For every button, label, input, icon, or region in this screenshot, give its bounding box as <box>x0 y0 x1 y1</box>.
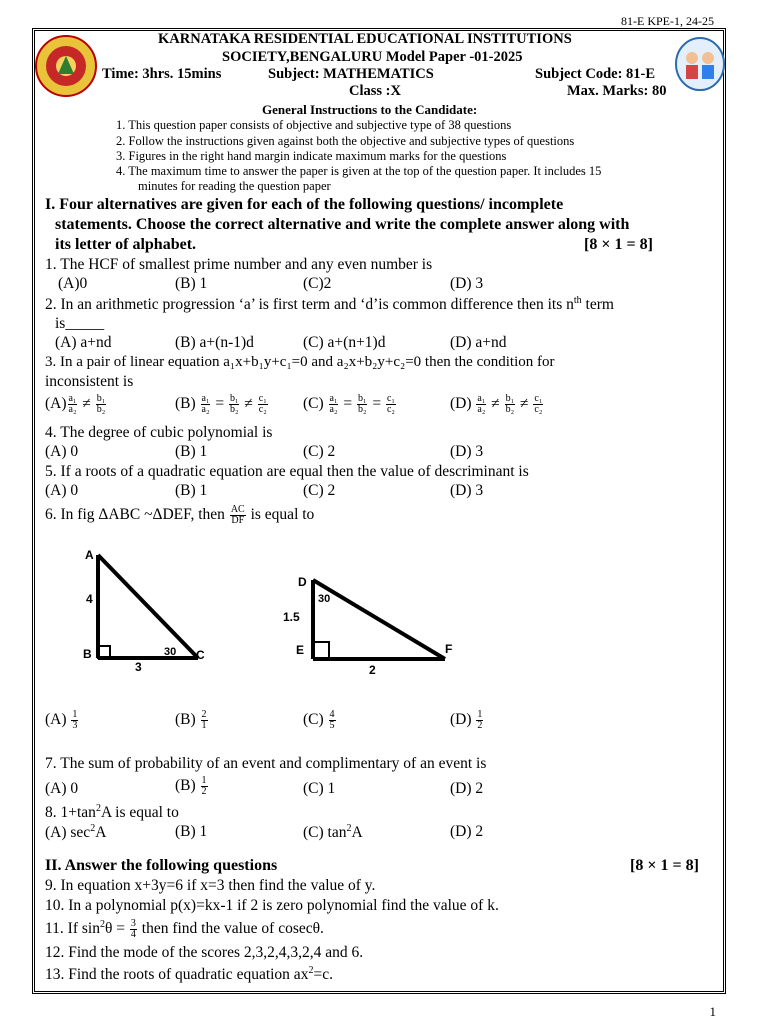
option-a: (A)0 <box>58 275 88 292</box>
header-subject: Subject: MATHEMATICS <box>268 66 434 82</box>
side-bc-label: 3 <box>135 660 142 674</box>
option-b: (B) 1 <box>175 823 208 840</box>
page-number: 1 <box>709 1004 716 1019</box>
question-1: 1. The HCF of smallest prime number and any even number is <box>45 256 433 273</box>
section1-heading: I. Four alternatives are given for each of the following questions/ incomplete <box>45 196 564 213</box>
question-2-continued: is_____ <box>55 315 105 332</box>
option-d: (D) $\frac{1}{2}$ <box>450 709 483 731</box>
question-8: 8. $1+\tan^2A$ is equal to <box>45 803 179 822</box>
option-a: (A) 0 <box>45 780 79 797</box>
section1-marks: [8 × 1 = 8] <box>584 236 653 253</box>
option-d: (D) $\frac{\text{a₁}}{\text{a₂}}$ ≠ $\frac{\text{b₁}}{\text{b₂}}$ ≠ $\frac{\text{c₁}}{\text{c₂}}$ <box>450 393 543 415</box>
option-a: (A) 0 <box>45 482 79 499</box>
vertex-d-label: D <box>298 575 307 589</box>
side-de-label: 1.5 <box>283 610 300 624</box>
option-c: (C) 2 <box>303 443 336 460</box>
section1-heading: statements. Choose the correct alternative and write the complete answer along with <box>55 216 630 233</box>
header-time: Time: 3hrs. 15mins <box>102 66 222 82</box>
question-2: 2. In an arithmetic progression ‘a’ is first term and ‘d’is common difference then its $n^{th}$ term <box>45 295 614 314</box>
option-b: (B) $\frac{\text{a₁}}{\text{a₂}}$ = $\frac{\text{b₁}}{\text{b₂}}$ ≠ $\frac{\text{c₁}}{\text{c₂}}$ <box>175 393 267 415</box>
government-emblem-icon <box>34 34 98 98</box>
vertex-c-label: C <box>196 648 205 662</box>
instruction-item: 2. Follow the instructions given against both the objective and subjective types of questions <box>116 134 575 148</box>
option-a: (A) $\frac{\text{a₁}}{\text{a₂}}$ ≠ $\frac{\text{b₁}}{\text{b₂}}$ <box>45 393 106 415</box>
header-subject-code: Subject Code: 81-E <box>535 66 656 82</box>
triangle-abc-figure <box>80 545 210 675</box>
option-d: (D) 2 <box>450 780 484 797</box>
question-10: 10. In a polynomial p(x)=kx-1 if 2 is zero polynomial find the value of k. <box>45 897 499 914</box>
option-b: (B) $\frac{2}{1}$ <box>175 709 207 731</box>
option-d: (D) 3 <box>450 443 484 460</box>
section2-marks: [8 × 1 = 8] <box>630 857 699 874</box>
question-6: 6. In fig ΔABC ~ΔDEF, then $\frac{AC}{DF}$ is equal to <box>45 504 315 526</box>
vertex-a-label: A <box>85 548 94 562</box>
document-code: 81-E KPE-1, 24-25 <box>621 14 714 28</box>
option-c: (C) $\frac{\text{a₁}}{\text{a₂}}$ = $\frac{\text{b₁}}{\text{b₂}}$ = $\frac{\text{c₁}}{\text{c₂}}$ <box>303 393 395 415</box>
question-12: 12. Find the mode of the scores 2,3,2,4,3,2,4 and 6. <box>45 944 364 961</box>
instruction-item: minutes for reading the question paper <box>138 179 331 193</box>
vertex-b-label: B <box>83 647 92 661</box>
option-c: (C)2 <box>303 275 332 292</box>
header-max-marks: Max. Marks: 80 <box>567 83 667 99</box>
option-a: (A) 0 <box>45 443 79 460</box>
option-a: (A) $\frac{1}{3}$ <box>45 709 78 731</box>
triangle-def-figure <box>280 570 470 680</box>
question-7: 7. The sum of probability of an event and complimentary of an event is <box>45 755 487 772</box>
option-c: (C) 1 <box>303 780 336 797</box>
side-ab-label: 4 <box>86 592 93 606</box>
instruction-item: 1. This question paper consists of objective and subjective type of 38 questions <box>116 118 512 132</box>
option-b: (B) a+(n-1)d <box>175 334 254 351</box>
option-d: (D) a+nd <box>450 334 507 351</box>
question-4: 4. The degree of cubic polynomial is <box>45 424 273 441</box>
section2-heading: II. Answer the following questions <box>45 857 278 874</box>
question-3: 3. In a pair of linear equation a₁x+b₁y+c₁=0 and a₂x+b₂y+c₂=0 then the condition for <box>45 354 555 370</box>
school-children-logo-icon <box>674 36 726 92</box>
option-c: (C) a+(n+1)d <box>303 334 386 351</box>
option-a: (A) $\sec^2A$ <box>45 823 107 842</box>
vertex-e-label: E <box>296 643 305 657</box>
option-b: (B) 1 <box>175 482 208 499</box>
header-institution: KARNATAKA RESIDENTIAL EDUCATIONAL INSTITUTIONS <box>158 31 572 47</box>
option-b: (B) 1 <box>175 443 208 460</box>
option-c: (C) $\frac{4}{5}$ <box>303 709 335 731</box>
instructions-title: General Instructions to the Candidate: <box>262 102 478 117</box>
angle-c-label: 30 <box>164 646 177 658</box>
header-society: SOCIETY,BENGALURU Model Paper -01-2025 <box>222 49 523 65</box>
side-ef-label: 2 <box>369 663 376 677</box>
instruction-item: 3. Figures in the right hand margin indicate maximum marks for the questions <box>116 149 507 163</box>
option-c: (C) 2 <box>303 482 336 499</box>
option-b: (B) $\frac{1}{2}$ <box>175 775 207 797</box>
option-a: (A) a+nd <box>55 334 112 351</box>
header-class: Class :X <box>349 83 401 99</box>
angle-d-label: 30 <box>318 593 331 605</box>
vertex-f-label: F <box>445 642 453 656</box>
question-5: 5. If a roots of a quadratic equation are equal then the value of descriminant is <box>45 463 529 480</box>
option-d: (D) 3 <box>450 275 484 292</box>
section1-heading: its letter of alphabet. <box>55 236 197 253</box>
option-c: (C) $\tan^2A$ <box>303 823 363 842</box>
option-b: (B) 1 <box>175 275 208 292</box>
question-3-continued: inconsistent is <box>45 373 134 390</box>
question-11: 11. If $\sin^2\theta$ = $\frac{3}{4}$ then find the value of cosecθ. <box>45 918 324 941</box>
option-d: (D) 2 <box>450 823 484 840</box>
question-9: 9. In equation x+3y=6 if x=3 then find the value of y. <box>45 877 376 894</box>
instruction-item: 4. The maximum time to answer the paper is given at the top of the question paper. It includes 15 <box>116 164 602 178</box>
question-13: 13. Find the roots of quadratic equation $ax^2=c$. <box>45 965 333 984</box>
option-d: (D) 3 <box>450 482 484 499</box>
